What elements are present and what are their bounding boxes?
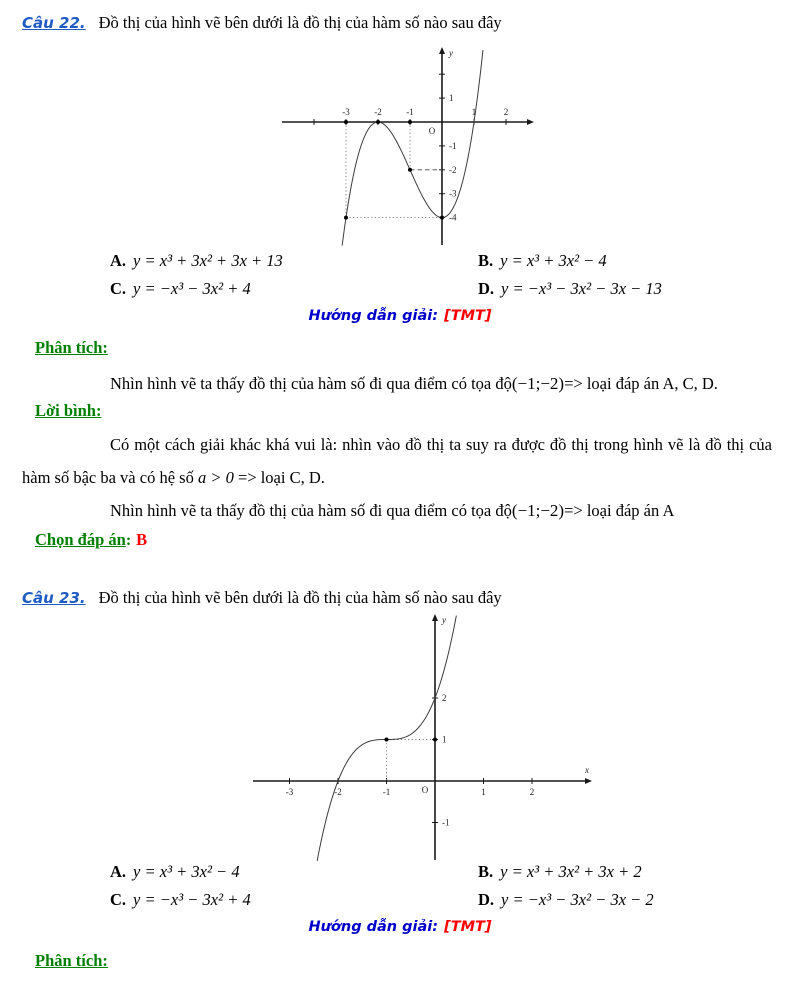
review-conclusion: => loại đáp án A bbox=[564, 501, 675, 520]
choice-formula: y = x³ + 3x² + 3x + 2 bbox=[500, 862, 642, 881]
question-23-label: Câu 23. bbox=[22, 589, 86, 607]
chosen-answer-value: B bbox=[136, 530, 148, 549]
q23-choice-b bbox=[478, 862, 642, 882]
q22-choice-b bbox=[478, 251, 607, 271]
q22-review-paragraph-2 bbox=[110, 494, 674, 527]
choice-key: C. bbox=[110, 279, 127, 298]
choice-key: A. bbox=[110, 251, 127, 270]
svg-text:-1: -1 bbox=[382, 787, 391, 797]
choice-key: D. bbox=[478, 890, 495, 909]
q23-choice-c bbox=[110, 890, 251, 910]
question-23-header bbox=[22, 588, 502, 608]
svg-text:1: 1 bbox=[471, 107, 477, 117]
q23-choice-a bbox=[110, 862, 240, 882]
review-conclusion: => loại C, D. bbox=[233, 468, 325, 487]
q22-choice-d bbox=[478, 279, 662, 299]
choice-formula: y = x³ + 3x² + 3x + 13 bbox=[133, 251, 283, 270]
guide-tmt-tag: [TMT] bbox=[444, 308, 492, 324]
svg-text:O: O bbox=[421, 785, 429, 795]
q23-guide-line bbox=[0, 919, 800, 935]
analysis-conclusion: => loại đáp án A, C, D. bbox=[564, 374, 718, 393]
q22-review-paragraph-1 bbox=[22, 428, 772, 494]
question-22-prompt: Đồ thị của hình vẽ bên dưới là đồ thị của hàm số nào sau đây bbox=[98, 13, 502, 32]
coordinate-text: (−1;−2) bbox=[511, 374, 565, 393]
choice-formula: y = x³ + 3x² − 4 bbox=[500, 251, 607, 270]
choice-key: B. bbox=[478, 251, 494, 270]
chosen-answer-label: Chọn đáp án bbox=[35, 530, 126, 549]
q22-analysis-heading: Phân tích: bbox=[35, 338, 108, 357]
choice-formula: y = x³ + 3x² − 4 bbox=[133, 862, 240, 881]
svg-text:2: 2 bbox=[442, 693, 447, 703]
q23-analysis-heading: Phân tích: bbox=[35, 951, 108, 970]
q22-analysis-paragraph bbox=[110, 367, 718, 400]
choice-key: C. bbox=[110, 890, 127, 909]
guide-label: Hướng dẫn giải: bbox=[308, 919, 439, 935]
svg-text:-2: -2 bbox=[449, 164, 457, 175]
question-23-graph bbox=[228, 612, 600, 864]
choice-key: D. bbox=[478, 279, 495, 298]
q22-choice-c bbox=[110, 279, 251, 299]
question-22-header bbox=[22, 13, 502, 33]
choice-key: B. bbox=[478, 862, 494, 881]
svg-text:2: 2 bbox=[503, 107, 509, 117]
analysis-text: Nhìn hình vẽ ta thấy đồ thị của hàm số đi qua điểm có tọa độ bbox=[110, 374, 512, 393]
q22-review-heading: Lời bình: bbox=[35, 401, 102, 420]
q22-chosen-answer-line bbox=[35, 530, 147, 550]
svg-text:-2: -2 bbox=[334, 787, 342, 797]
guide-tmt-tag: [TMT] bbox=[444, 919, 492, 935]
svg-text:x: x bbox=[585, 765, 589, 775]
chosen-answer-colon: : bbox=[125, 532, 132, 549]
svg-text:-1: -1 bbox=[442, 817, 450, 828]
svg-text:y: y bbox=[449, 48, 453, 58]
choice-formula: y = −x³ − 3x² − 3x − 13 bbox=[501, 279, 662, 298]
question-23-prompt: Đồ thị của hình vẽ bên dưới là đồ thị của hàm số nào sau đây bbox=[98, 588, 502, 607]
svg-text:1: 1 bbox=[442, 734, 447, 745]
svg-text:1: 1 bbox=[449, 93, 454, 104]
choice-formula: y = −x³ − 3x² + 4 bbox=[133, 279, 251, 298]
question-22-graph bbox=[278, 45, 536, 247]
q22-guide-line bbox=[0, 308, 800, 324]
svg-text:-4: -4 bbox=[449, 212, 457, 223]
guide-label: Hướng dẫn giải: bbox=[308, 308, 439, 324]
choice-formula: y = −x³ − 3x² + 4 bbox=[133, 890, 251, 909]
q23-choice-d bbox=[478, 890, 654, 910]
choice-key: A. bbox=[110, 862, 127, 881]
q22-choice-a bbox=[110, 251, 283, 271]
svg-text:1: 1 bbox=[481, 787, 486, 797]
svg-text:-1: -1 bbox=[406, 107, 414, 117]
svg-text:-3: -3 bbox=[342, 107, 350, 117]
math-inline: a > 0 bbox=[197, 468, 234, 487]
svg-text:-3: -3 bbox=[285, 787, 294, 797]
svg-text:-3: -3 bbox=[449, 188, 457, 199]
svg-text:2: 2 bbox=[529, 787, 535, 797]
review-text: Có một cách giải khác khá vui là: nhìn vào đồ thị ta suy ra được đồ thị trong hình vẽ là đồ thị của hàm số bậc ba và có hệ số bbox=[22, 435, 772, 487]
question-22-label: Câu 22. bbox=[22, 14, 86, 32]
review-text: Nhìn hình vẽ ta thấy đồ thị của hàm số đi qua điểm có tọa độ bbox=[110, 501, 512, 520]
svg-text:-2: -2 bbox=[374, 107, 382, 117]
svg-text:y: y bbox=[442, 615, 446, 625]
svg-text:-1: -1 bbox=[449, 140, 457, 151]
choice-formula: y = −x³ − 3x² − 3x − 2 bbox=[501, 890, 654, 909]
svg-text:O: O bbox=[428, 126, 436, 136]
coordinate-text: (−1;−2) bbox=[511, 501, 565, 520]
